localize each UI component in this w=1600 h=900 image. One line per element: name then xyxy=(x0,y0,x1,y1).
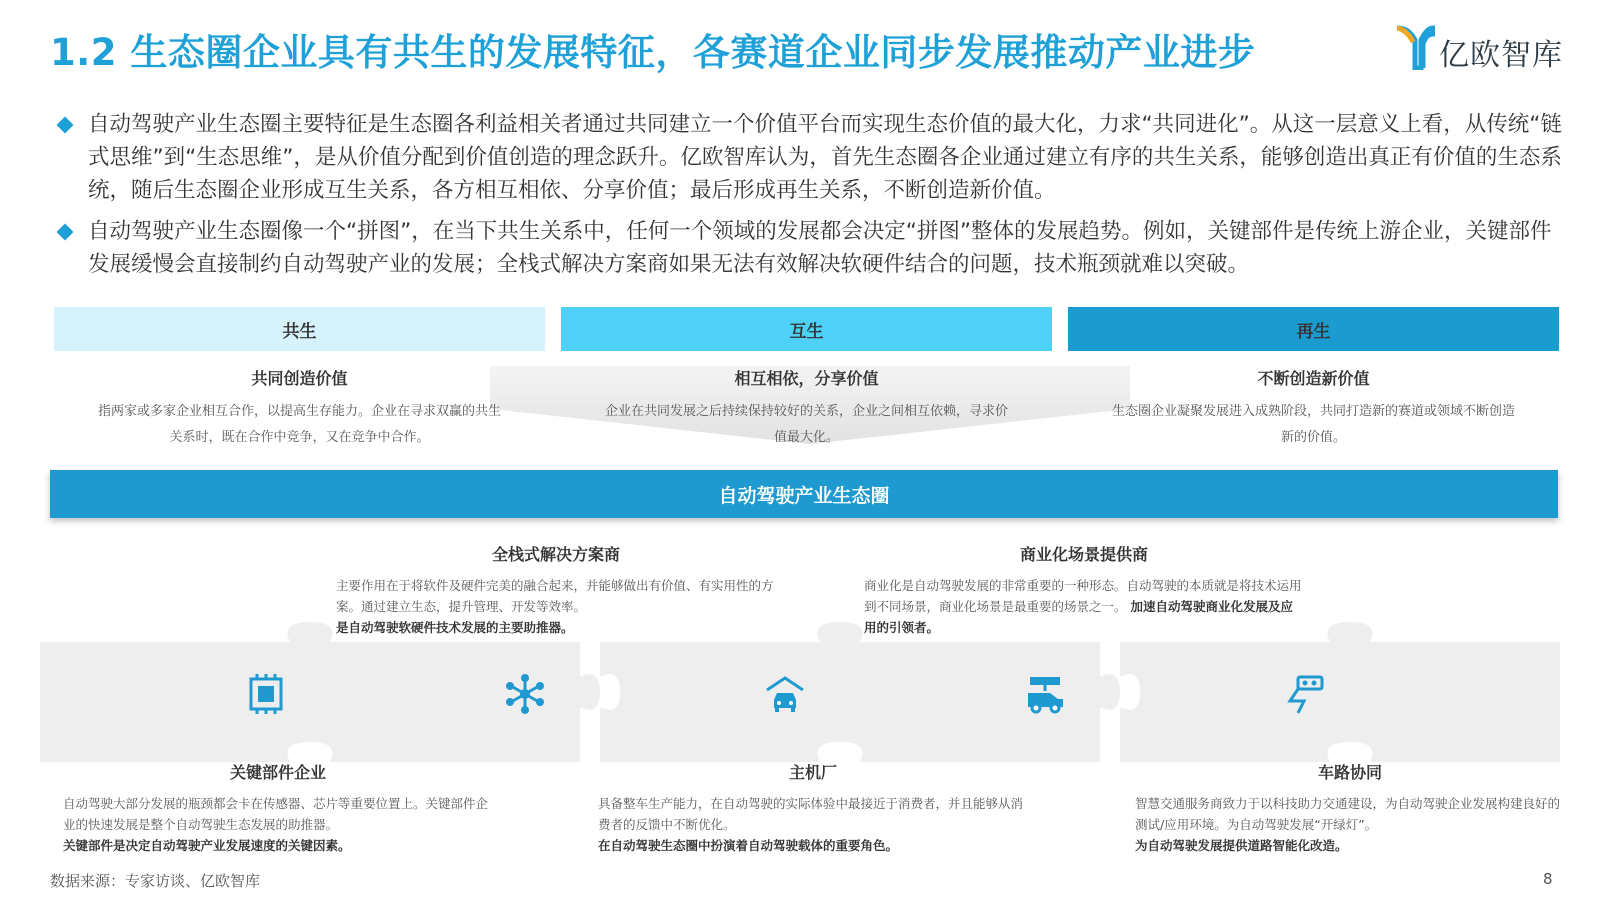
card-emphasis: 在自动驾驶生态圈中扮演着自动驾驶载体的重要角色。 xyxy=(598,838,899,853)
card-heading: 主机厂 xyxy=(788,763,837,782)
yiou-logo-icon xyxy=(1395,24,1435,70)
stage-header-mutualism: 互生 xyxy=(561,307,1052,351)
bullet-item xyxy=(55,108,1565,207)
ecosystem-bar: 自动驾驶产业生态圈 xyxy=(50,470,1558,518)
card-emphasis: 是自动驾驶软硬件技术发展的主要助推器。 xyxy=(336,620,574,635)
card-oem xyxy=(598,760,1028,856)
bullet-item xyxy=(55,215,1565,281)
diamond-bullet-icon xyxy=(57,117,74,134)
card-emphasis: 加速自动驾驶商业化发展及应用的引领者。 xyxy=(864,599,1294,635)
card-heading: 关键部件企业 xyxy=(229,763,326,782)
card-emphasis: 关键部件是决定自动驾驶产业发展速度的关键因素。 xyxy=(63,838,351,853)
card-emphasis: 为自动驾驶发展提供道路智能化改造。 xyxy=(1135,838,1348,853)
card-heading: 商业化场景提供商 xyxy=(1019,545,1148,564)
bullet-text: 自动驾驶产业生态圈主要特征是生态圈各利益相关者通过共同建立一个价值平台而实现生态价值的最大化，力求“共同进化”。从这一层意义上看，从传统“链式思维”到“生态思维”，是从价值分配到价值创造的理念跃升。亿欧智库认为，首先生态圈各企业通过建立有序的共生关系，能够创造出真正有价值的生态系统，随后生态圈企业形成互生关系，各方相互相依、分享价值；最后形成再生关系，不断创造新价值。 xyxy=(88,112,1562,203)
page-number: 8 xyxy=(1543,870,1553,888)
logo-text: 亿欧智库 xyxy=(1439,38,1563,73)
card-text: 主要作用在于将软件及硬件完美的融合起来，并能够做出有价值、有实用性的方案。通过建立生态，提升管理、开发等效率。 是自动驾驶软硬件技术发展的主要助推器。 xyxy=(336,578,774,635)
stage-text: 指两家或多家企业相互合作，以提高生存能力。企业在寻求双赢的共生关系时，既在合作中竞争，又在竞争中合作。 xyxy=(97,404,501,445)
card-heading: 车路协同 xyxy=(1317,763,1382,782)
data-source: 数据来源：专家访谈、亿欧智库 xyxy=(50,872,261,890)
bullet-list xyxy=(55,108,1565,289)
stage-heading: 相互相依，分享价值 xyxy=(734,369,879,388)
stage-header-symbiosis: 共生 xyxy=(54,307,545,351)
card-key-components xyxy=(63,760,493,856)
truck-icon xyxy=(1024,673,1066,715)
car-factory-icon xyxy=(764,673,806,715)
stage-description xyxy=(1068,366,1559,451)
card-vehicle-road xyxy=(1135,760,1565,856)
card-text: 商业化是自动驾驶发展的非常重要的一种形态。自动驾驶的本质就是将技术运用到不同场景，商业化场景是最重要的场景之一。 加速自动驾驶商业化发展及应用的引领者。 xyxy=(864,578,1302,635)
page-title: 1.2 生态圈企业具有共生的发展特征，各赛道企业同步发展推动产业进步 xyxy=(50,31,1256,74)
brand-logo xyxy=(1395,24,1580,74)
diamond-bullet-icon xyxy=(57,224,74,241)
chip-icon xyxy=(245,673,287,715)
stage-heading: 不断创造新价值 xyxy=(1257,369,1370,388)
stage-header-regeneration: 再生 xyxy=(1068,307,1559,351)
stage-heading: 共同创造价值 xyxy=(251,369,348,388)
stage-text: 生态圈企业凝聚发展进入成熟阶段，共同打造新的赛道或领域不断创造新的价值。 xyxy=(1111,404,1515,445)
stage-description xyxy=(561,366,1052,451)
card-text: 具备整车生产能力，在自动驾驶的实际体验中最接近于消费者，并且能够从消费者的反馈中不断优化。 在自动驾驶生态圈中扮演着自动驾驶载体的重要角色。 xyxy=(598,796,1024,853)
road-signal-icon xyxy=(1284,673,1326,715)
stage-text: 企业在共同发展之后持续保持较好的关系，企业之间相互依赖，寻求价值最大化。 xyxy=(604,404,1008,445)
bullet-text: 自动驾驶产业生态圈像一个“拼图”，在当下共生关系中，任何一个领域的发展都会决定“拼图”整体的发展趋势。例如，关键部件是传统上游企业，关键部件发展缓慢会直接制约自动驾驶产业的发展；全栈式解决方案商如果无法有效解决软硬件结合的问题，技术瓶颈就难以突破。 xyxy=(88,219,1552,277)
network-icon xyxy=(504,673,546,715)
stage-description xyxy=(54,366,545,451)
card-text: 智慧交通服务商致力于以科技助力交通建设，为自动驾驶企业发展构建良好的测试/应用环境。为自动驾驶发展“开绿灯”。 为自动驾驶发展提供道路智能化改造。 xyxy=(1135,796,1561,853)
card-heading: 全栈式解决方案商 xyxy=(491,545,620,564)
card-text: 自动驾驶大部分发展的瓶颈都会卡在传感器、芯片等重要位置上。关键部件企业的快速发展是整个自动驾驶生态发展的助推器。 关键部件是决定自动驾驶产业发展速度的关键因素。 xyxy=(63,796,489,853)
